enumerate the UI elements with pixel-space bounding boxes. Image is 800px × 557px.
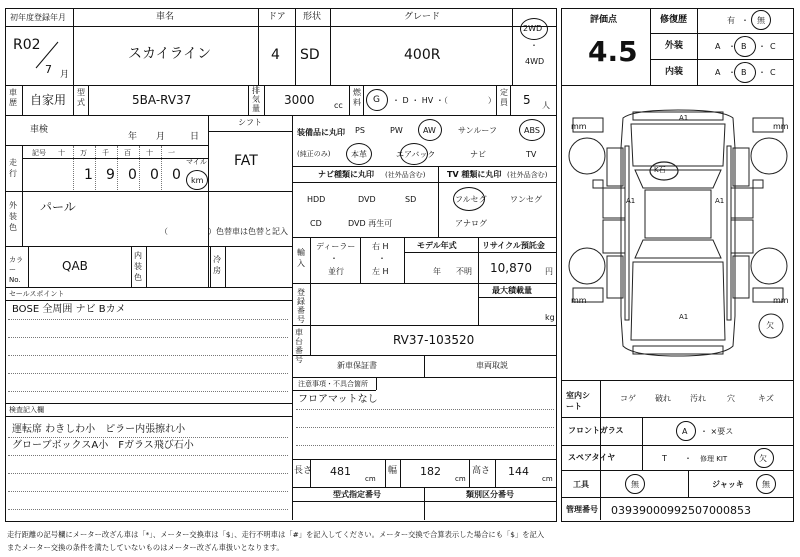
diag-kizu: K石 <box>654 166 666 174</box>
interior-seat-item: キズ <box>758 394 774 403</box>
import-dot2: ・ <box>378 254 386 263</box>
windshield-rest: ・ ×要ス <box>700 427 734 436</box>
equip-aw: AW <box>423 126 436 135</box>
navi-cd: CD <box>310 219 322 228</box>
class-label: 類別区分番号 <box>466 490 514 499</box>
repair-label: 修復歴 <box>660 15 688 25</box>
type-spec-label: 型式指定番号 <box>333 490 381 499</box>
navi-sub: (社外品含む) <box>385 171 426 179</box>
max-load-label: 最大積載量 <box>492 286 532 295</box>
drive-4wd: 4WD <box>525 57 545 66</box>
sales-point-text: BOSE 全周囲 ナビ Bカメ <box>12 304 126 315</box>
model-label: 型式 <box>77 88 85 107</box>
diag-mm-3: mm <box>571 296 587 305</box>
mileage-unit-label: 万 <box>80 149 87 157</box>
interior-c: C <box>770 68 776 77</box>
tv-sub: (社外品含む) <box>507 171 548 179</box>
mileage-digit: 1 <box>84 167 93 183</box>
height-label: 高さ <box>472 466 491 476</box>
km-unit: km <box>191 176 204 185</box>
diag-mm-4: mm <box>773 296 789 305</box>
mileage-digit: 0 <box>150 167 159 183</box>
length-unit: cm <box>365 475 376 483</box>
registration-label: 登録番号 <box>297 288 305 324</box>
fuel-label: 燃料 <box>353 88 361 107</box>
mgmt-value: 03939000992507000853 <box>611 504 751 517</box>
interior-label: 内装 <box>665 67 684 77</box>
equipment-sub: (純正のみ) <box>297 150 331 158</box>
exterior-a: A <box>715 42 721 51</box>
navi-dvd-play: DVD 再生可 <box>348 219 393 228</box>
mileage-digit: 0 <box>172 167 181 183</box>
warranty-new-car: 新車保証書 <box>337 361 377 370</box>
import-parallel: 並行 <box>328 267 344 276</box>
exterior-label: 外装 <box>665 41 684 51</box>
history-label: 車歴 <box>9 88 17 107</box>
grade-value: 400R <box>404 47 441 63</box>
interior-b: B <box>741 68 747 77</box>
first-reg-month: 7 <box>45 63 52 76</box>
car-name-label: 車名 <box>156 12 175 22</box>
mileage-unit-label: 十 <box>58 149 65 157</box>
mileage-sym-label: 記号 <box>32 149 46 157</box>
recycle-label: リサイクル預託金 <box>482 241 545 250</box>
score-label: 評価点 <box>590 15 618 25</box>
tv-analog: アナログ <box>455 219 487 228</box>
car-diagram <box>563 88 793 376</box>
mile-label: マイル <box>186 158 207 166</box>
mileage-digit: 0 <box>128 167 137 183</box>
footer-line2: またメーター交換の条件を満たしていないものはメーター改ざん車扱いとなります。 <box>7 543 284 552</box>
spare-t: T <box>662 454 667 463</box>
fuel-options: ・ D ・ HV ・（ ） <box>392 96 496 105</box>
inspector-label: 検査記入欄 <box>9 406 44 414</box>
color-note: （ ）色替車は色替と記入 <box>160 227 288 236</box>
score-value: 4.5 <box>588 35 638 68</box>
equip-navi: ナビ <box>470 150 486 159</box>
height-unit: cm <box>542 475 553 483</box>
width-label: 幅 <box>388 466 398 476</box>
shape-value: SD <box>300 47 320 63</box>
inspection-year: 年 <box>128 132 138 142</box>
history-value: 自家用 <box>30 93 67 107</box>
exterior-sep1: ・ <box>728 42 736 51</box>
repair-nashi: 無 <box>757 16 765 25</box>
color-no-value: QAB <box>62 259 88 273</box>
chassis-label: 車台番号 <box>295 328 303 364</box>
length-value: 481 <box>330 465 351 478</box>
aircon-label: 冷房 <box>213 255 221 275</box>
interior-a: A <box>715 68 721 77</box>
height-value: 144 <box>508 465 529 478</box>
kg-unit: kg <box>545 313 555 322</box>
capacity-unit: 人 <box>542 101 550 110</box>
spare-kit: 修理 KIT <box>700 455 728 463</box>
color-no-label: カラーNo. <box>9 256 23 284</box>
diag-a1-left: A1 <box>626 197 636 205</box>
interior-seat-label: 室内シート <box>566 391 590 411</box>
navi-head: ナビ種類に丸印 <box>318 170 374 179</box>
model-value: 5BA-RV37 <box>132 93 192 107</box>
mileage-unit-label: 一 <box>168 149 175 157</box>
interior-seat-item: 汚れ <box>690 394 706 403</box>
shape-label: 形状 <box>303 12 322 22</box>
mgmt-label: 管理番号 <box>566 505 598 514</box>
tv-fullseg: フルセグ <box>455 195 487 204</box>
diag-a1-top: A1 <box>679 114 689 122</box>
exterior-b: B <box>741 42 747 51</box>
spare-label: スペアタイヤ <box>568 453 616 462</box>
jack-value: 無 <box>762 480 770 489</box>
repair-dot: ・ <box>741 16 749 25</box>
displacement-value: 3000 <box>284 93 315 107</box>
first-reg-year: R02 <box>13 37 41 53</box>
model-year-value: 不明 <box>456 267 472 276</box>
length-label: 長さ <box>294 466 313 476</box>
mileage-label: 走行 <box>9 158 17 178</box>
tv-oneseg: ワンセグ <box>510 195 542 204</box>
interior-seat-item: コゲ <box>620 394 636 403</box>
color-value: パール <box>40 200 76 214</box>
displacement-label: 排気量 <box>252 86 260 113</box>
recycle-value: 10,870 <box>490 261 532 275</box>
tv-head: TV 種類に丸印 <box>447 170 502 179</box>
diag-ketsu: 欠 <box>766 321 774 330</box>
equip-ps: PS <box>355 126 365 135</box>
footer-line1: 走行距離の記号欄にメーター改ざん車は「*」、メーター交換車は「$」、走行不明車は「#」を記入してください。メーター交換で合算表示した場合にも「$」を記入 <box>7 530 545 539</box>
width-unit: cm <box>455 475 466 483</box>
import-dot: ・ <box>330 254 338 263</box>
notes-label: 注意事項・不具合箇所 <box>298 380 368 388</box>
yen-unit: 円 <box>545 267 553 276</box>
interior-seat-item: 穴 <box>727 394 735 403</box>
model-year-nen: 年 <box>433 267 441 276</box>
width-value: 182 <box>420 465 441 478</box>
spare-ketsu: 欠 <box>759 454 767 463</box>
interior-color-label: 内装色 <box>134 251 142 282</box>
shift-label: シフト <box>238 118 262 127</box>
capacity-value: 5 <box>523 93 531 107</box>
door-label: ドア <box>268 12 286 22</box>
mileage-unit-label: 百 <box>124 149 131 157</box>
diag-a1-bottom: A1 <box>679 313 689 321</box>
equip-abs: ABS <box>524 126 540 135</box>
mileage-digit: 9 <box>106 167 115 183</box>
jack-label: ジャッキ <box>712 480 744 489</box>
inspection-day: 日 <box>190 132 200 142</box>
equip-sunroof: サンルーフ <box>458 126 497 135</box>
drive-dot: ・ <box>530 41 538 50</box>
model-year-label: モデル年式 <box>417 241 457 250</box>
first-reg-label: 初年度登録年月 <box>10 13 66 22</box>
navi-sd: SD <box>405 195 417 204</box>
month-unit: 月 <box>60 70 70 80</box>
chassis-value: RV37-103520 <box>393 333 475 347</box>
drive-2wd: 2WD <box>523 24 543 33</box>
sales-point-label: セールスポイント <box>9 290 65 298</box>
import-label: 輸入 <box>297 248 305 268</box>
interior-sep1: ・ <box>728 68 736 77</box>
exterior-sep2: ・ <box>758 42 766 51</box>
exterior-c: C <box>770 42 776 51</box>
warranty-manual: 車両取説 <box>476 361 508 370</box>
diag-a1-right: A1 <box>715 197 725 205</box>
car-name: スカイライン <box>128 46 212 62</box>
grade-label: グレード <box>404 12 441 22</box>
reg-slash <box>34 40 60 70</box>
import-dealer: ディーラー <box>316 242 356 251</box>
inspector-line1: 運転席 わきしわ小 ピラー内張擦れ小 <box>12 424 186 435</box>
windshield-a: A <box>682 427 688 436</box>
inspection-month: 月 <box>156 132 166 142</box>
diag-mm-2: mm <box>773 122 789 131</box>
inspector-line2: グローブボックスA小 Fガラス飛び石小 <box>12 440 194 451</box>
import-left-h: 左 H <box>372 267 389 276</box>
capacity-label: 定員 <box>500 88 508 107</box>
navi-hdd: HDD <box>307 195 326 204</box>
door-value: 4 <box>271 47 280 63</box>
tools-value: 無 <box>631 480 639 489</box>
inspection-label: 車検 <box>30 125 49 135</box>
equip-pw: PW <box>390 126 403 135</box>
tools-label: 工具 <box>573 480 589 489</box>
equip-leather: 本革 <box>351 150 367 159</box>
spare-dot: ・ <box>684 454 692 463</box>
import-right-h: 右 H <box>372 242 389 251</box>
mileage-unit-label: 十 <box>146 149 153 157</box>
equip-airbag: エアバック <box>396 150 436 159</box>
cc-unit: cc <box>334 101 343 110</box>
equip-tv: TV <box>526 150 537 159</box>
diag-mm-1: mm <box>571 122 587 131</box>
shift-value: FAT <box>234 153 258 169</box>
color-label: 外装色 <box>9 201 17 232</box>
fuel-g: G <box>373 95 380 105</box>
navi-dvd: DVD <box>358 195 376 204</box>
windshield-label: フロントガラス <box>568 426 624 435</box>
interior-sep2: ・ <box>758 68 766 77</box>
mileage-unit-label: 千 <box>102 149 109 157</box>
repair-ari: 有 <box>727 16 735 25</box>
notes-text: フロアマットなし <box>298 394 378 405</box>
equipment-label: 装備品に丸印 <box>297 128 345 137</box>
interior-seat-item: 破れ <box>655 394 671 403</box>
